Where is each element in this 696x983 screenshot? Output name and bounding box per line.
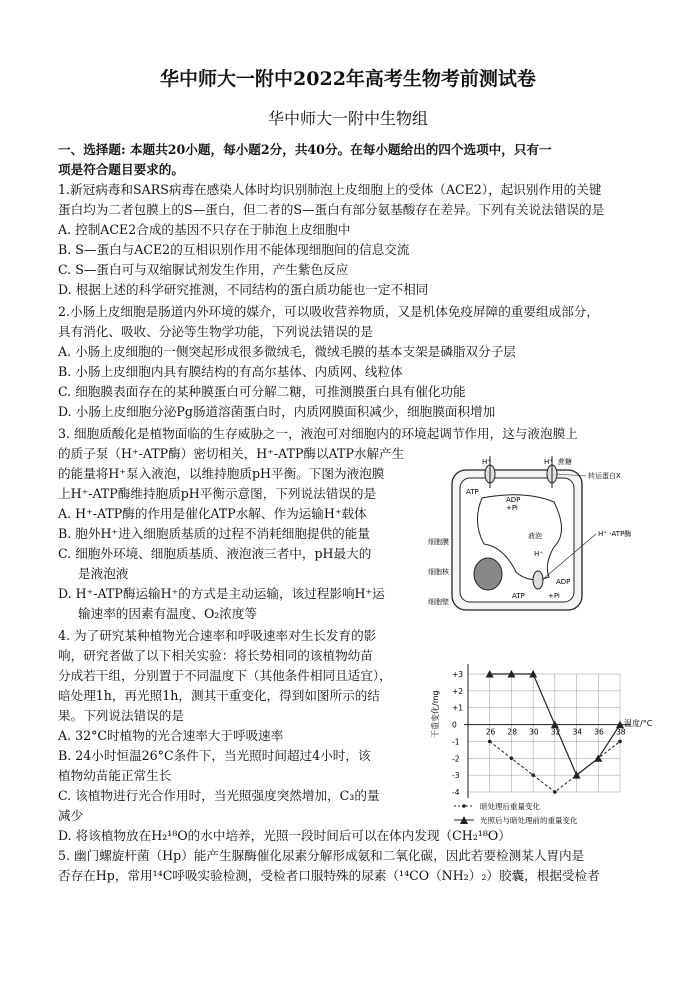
nucleus-shape [474, 558, 502, 590]
text-line: 的质子泵（H⁺-ATP酶）密切相关，H⁺-ATP酶以ATP水解产生 [58, 446, 405, 461]
series-light-point [594, 754, 602, 762]
text-line: D. H⁺-ATP酶运输H⁺的方式是主动运输，该过程影响H⁺运 [58, 586, 385, 601]
x-tick-label: 32 [550, 727, 561, 737]
series-dark-point [488, 740, 492, 744]
label-nucleus: 细胞核 [428, 568, 449, 576]
y-tick-label: +1 [452, 703, 464, 713]
series-dark-point [618, 740, 622, 744]
x-tick-label: 30 [529, 727, 539, 737]
text-line: D. 小肠上皮细胞分泌Pg肠道溶菌蛋白时，内质网膜面积减少，细胞膜面积增加 [58, 404, 496, 419]
cell-diagram [424, 452, 664, 620]
text-line: A. 小肠上皮细胞的一侧突起形成很多微绒毛，微绒毛膜的基本支架是磷脂双分子层 [58, 344, 516, 359]
text-line: 暗处理1h，再光照1h，测其干重变化，得到如图所示的结 [58, 688, 380, 703]
text-line: 一、选择题: 本题共20小题，每小题2分，共40分。在每小题给出的四个选项中，只有一 [58, 142, 552, 157]
text-line: D. 根据上述的科学研究推测，不同结构的蛋白质功能也一定不相同 [58, 282, 429, 297]
y-tick-label: 0 [452, 720, 457, 730]
text-line: A. 控制ACE2合成的基因不只存在于肺泡上皮细胞中 [58, 222, 351, 237]
text-line: A. 32°C时植物的光合速率大于呼吸速率 [58, 728, 284, 743]
label-vacuole: 液泡 [528, 532, 542, 540]
legend-light: 光照后与暗处理前的重量变化 [480, 816, 578, 825]
text-line: 1.新冠病毒和SARS病毒在感染人体时均识别肺泡上皮细胞上的受体（ACE2），起识别作用的关键 [58, 182, 602, 197]
x-tick-label: 26 [485, 727, 496, 737]
text-line: C. 细胞外环境、细胞质基质、液泡液三者中，pH最大的 [58, 546, 372, 561]
text-line: 减少 [58, 808, 84, 823]
label-adp-right: ADP [556, 578, 571, 586]
x-tick-label: 36 [594, 727, 604, 737]
label-sucrose: 蔗糖 [558, 458, 572, 466]
text-line: 分成若干组，分别置于不同温度下（其他条件相同且适宜）， [58, 668, 392, 683]
text-line: 具有消化、吸收、分泌等生物学功能，下列说法错误的是 [58, 324, 373, 339]
x-tick-label: 38 [616, 727, 626, 737]
chart-ylabel: 干重变化/mg [431, 690, 440, 738]
text-line: 4. 为了研究某种植物光合速率和呼吸速率对生长发育的影 [58, 628, 377, 643]
text-line: B. 小肠上皮细胞内具有膜结构的有高尔基体、内质网、线粒体 [58, 364, 403, 379]
label-adp-left: ADP [506, 496, 521, 504]
y-tick-label: -1 [452, 737, 460, 747]
page-subtitle: 华中师大一附中生物组 [267, 109, 428, 128]
chart-legend [454, 801, 578, 825]
x-tick-label: 28 [507, 727, 517, 737]
page-title: 华中师大一附中2022年高考生物考前测试卷 [160, 68, 536, 90]
text-line: 是液泡液 [78, 566, 129, 581]
text-line: 2.小肠上皮细胞是肠道内外环境的媒介，可以吸收营养物质，又是机体免疫屏障的重要组成部分， [58, 304, 599, 319]
chart-xlabel: 温度/°C [624, 719, 653, 728]
text-line: 的能量将H⁺泵入液泡，以维持胞质pH平衡。下图为液泡膜 [58, 466, 385, 481]
text-line: 植物幼苗能正常生长 [58, 768, 172, 783]
text-line: 果。下列说法错误的是 [58, 708, 184, 723]
label-atp-left: ATP [466, 488, 479, 496]
label-h-atpase: H⁺ -ATP酶 [598, 530, 632, 538]
label-transporter-x: 转运蛋白X [588, 472, 621, 480]
y-tick-label: -4 [452, 788, 460, 797]
x-tick-label: 34 [572, 727, 583, 737]
text-line: 5. 幽门螺旋杆菌（Hp）能产生脲酶催化尿素分解形成氨和二氧化碳，因此若要检测某人胃内是 [58, 848, 585, 863]
series-dark-point [510, 756, 514, 760]
text-line: B. 胞外H⁺进入细胞质基质的过程不消耗细胞提供的能量 [58, 526, 370, 541]
y-tick-label: -2 [452, 754, 460, 764]
label-pi-right: +Pi [548, 592, 560, 600]
legend-dark: 暗处理后重量变化 [480, 802, 540, 811]
y-tick-label: +2 [452, 686, 464, 696]
text-line: 响，研究者做了以下相关实验：将长势相同的该植物幼苗 [58, 648, 373, 663]
label-h-top2: H⁺ [544, 458, 553, 466]
text-line: 上H⁺-ATP酶维持胞质pH平衡示意图，下列说法错误的是 [58, 486, 377, 501]
text-line: B. 24小时恒温26°C条件下，当光照时间超过4小时，该 [58, 748, 371, 763]
text-line: 项是符合题目要求的。 [58, 162, 184, 177]
label-h-mid: H⁺ [534, 550, 543, 558]
dry-weight-chart [424, 652, 672, 832]
label-cell-wall: 细胞壁 [428, 598, 449, 606]
series-dark-point [531, 773, 535, 777]
text-line: 输速率的因素有温度、O₂浓度等 [78, 606, 258, 621]
text-line: 否存在Hp，常用¹⁴C呼吸实验检测，受检者口服特殊的尿素（¹⁴CO（NH₂）₂）胶囊，根据受检者 [58, 868, 600, 883]
series-dark-point [553, 790, 557, 794]
label-pi-left: +Pi [506, 504, 518, 512]
text-line: C. S—蛋白可与双缩脲试剂发生作用，产生紫色反应 [58, 262, 349, 277]
y-tick-label: +3 [452, 670, 464, 679]
text-line: 3. 细胞质酸化是植物面临的生存威胁之一，液泡可对细胞内的环境起调节作用，这与液泡膜上 [58, 426, 578, 441]
text-line: C. 细胞膜表面存在的某种膜蛋白可分解二糖，可推测膜蛋白具有催化功能 [58, 384, 466, 399]
text-line: A. H⁺-ATP酶的作用是催化ATP水解、作为运输H⁺载体 [58, 506, 367, 521]
text-line: 蛋白均为二者包膜上的S—蛋白，但二者的S—蛋白有部分氨基酸存在差异。下列有关说法错误的是 [58, 202, 605, 217]
label-cell-membrane: 细胞膜 [428, 538, 449, 546]
text-line: B. S—蛋白与ACE2的互相识别作用不能体现细胞间的信息交流 [58, 242, 410, 257]
pump-right [533, 571, 543, 589]
y-tick-label: -3 [452, 771, 460, 781]
label-h-top1: H⁺ [482, 458, 491, 466]
text-line: C. 该植物进行光合作用时，当光照强度突然增加，C₃的量 [58, 788, 380, 803]
text-line: D. 将该植物放在H₂¹⁸O的水中培养，光照一段时间后可以在体内发现（CH₂¹⁸O） [58, 828, 511, 843]
label-atp-right: ATP [512, 592, 525, 600]
